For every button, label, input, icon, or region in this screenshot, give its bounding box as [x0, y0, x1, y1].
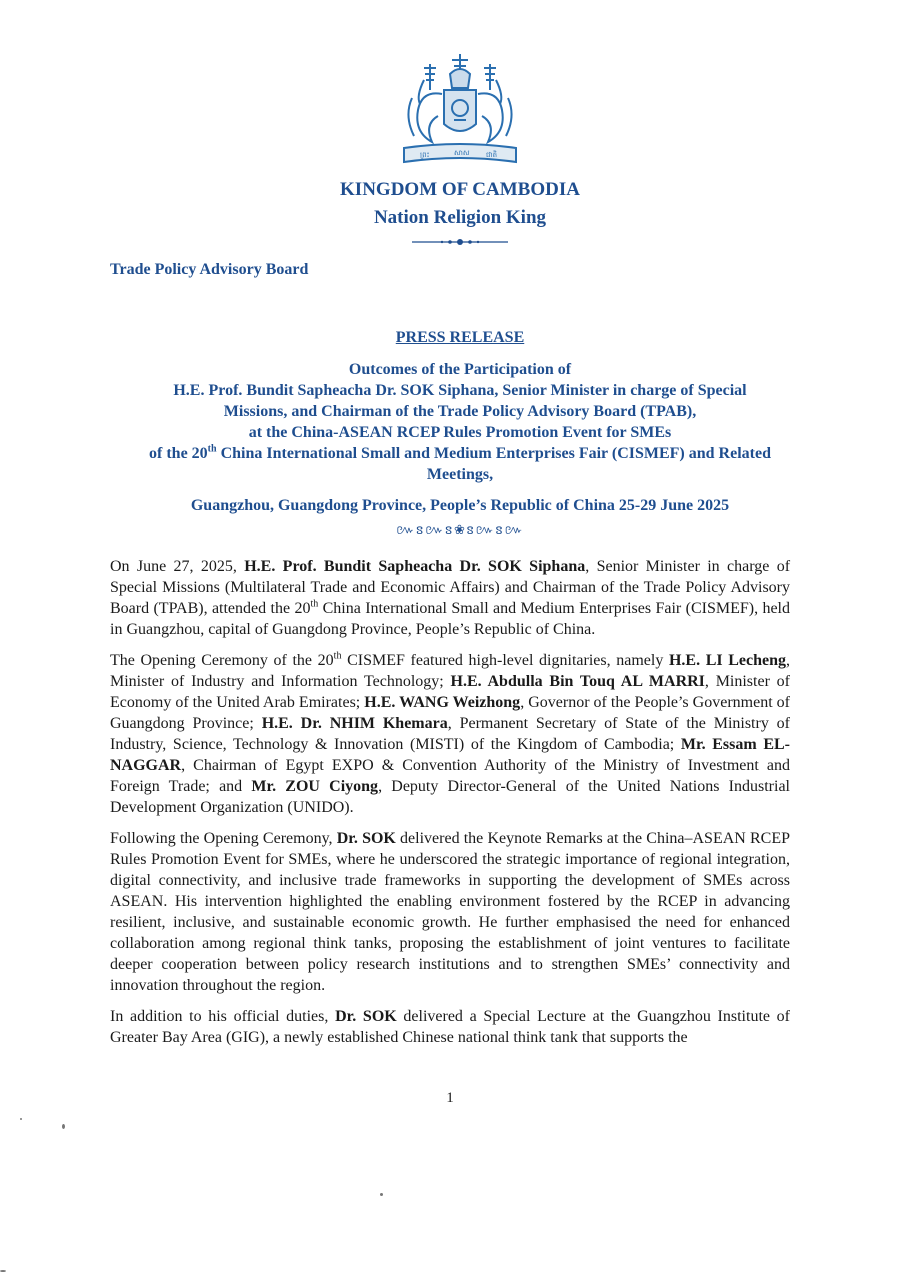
press-release-body — [110, 556, 790, 1058]
page-number: 1 — [446, 1090, 454, 1106]
emblem-label-right: ជាតិ — [486, 151, 498, 159]
subtitle-line: H.E. Prof. Bundit Sapheacha Dr. SOK Siphana, Senior Minister in charge of Special — [173, 382, 747, 399]
subtitle-line: at the China-ASEAN RCEP Rules Promotion Event for SMEs — [248, 424, 672, 441]
body-paragraph: In addition to his official duties, Dr. SOK delivered a Special Lecture at the Guangzhou Institute of Greater Bay Area (GIG), a newly established Chinese national think tank that supports the — [110, 1008, 790, 1046]
event-location-date: Guangzhou, Guangdong Province, People’s Republic of China 25-29 June 2025 — [190, 497, 730, 514]
subtitle-line: Missions, and Chairman of the Trade Policy Advisory Board (TPAB), — [223, 403, 697, 420]
section-ornament: ៚ៜ៚ៜ❀ៜ៚ៜ៚ — [396, 522, 524, 537]
scan-speck — [380, 1193, 383, 1196]
subtitle-line: Outcomes of the Participation of — [348, 361, 572, 378]
subtitle-line: of the 20th China International Small and Medium Enterprises Fair (CISMEF) and Related — [149, 443, 771, 462]
subtitle-line: Meetings, — [426, 466, 494, 483]
royal-emblem-icon — [394, 50, 526, 172]
scan-speck — [20, 1118, 22, 1120]
emblem-label-left: ព្រះ — [420, 151, 430, 159]
body-paragraph: On June 27, 2025, H.E. Prof. Bundit Sapheacha Dr. SOK Siphana, Senior Minister in charge of Special Missions (Multilateral Trade and Economic Affairs) and Chairman of the Trade Policy Advisory Board (TPAB), attended the 20th China International Small and Medium Enterprises Fair (CISMEF), held in Guangzhou, capital of Guangdong Province, People’s Republic of China. — [110, 558, 791, 638]
national-motto: Nation Religion King — [373, 207, 547, 228]
issuing-board: Trade Policy Advisory Board — [110, 261, 309, 278]
document-title: PRESS RELEASE — [395, 329, 525, 346]
body-paragraph: The Opening Ceremony of the 20th CISMEF featured high-level dignitaries, namely H.E. LI Lecheng, Minister of Industry and Information Technology; H.E. Abdulla Bin Touq AL MARRI, Minister of Economy of the United Arab Emirates; H.E. WANG Weizhong, Governor of the People’s Government of Guangdong Province; H.E. Dr. NHIM Khemara, Permanent Secretary of State of the Ministry of Industry, Science, Technology & Innovation (MISTI) of the Kingdom of Cambodia; Mr. Essam EL-NAGGAR, Chairman of Egypt EXPO & Convention Authority of the Ministry of Investment and Foreign Trade; and Mr. ZOU Ciyong, Deputy Director-General of the United Nations Industrial Development Organization (UNIDO). — [110, 650, 791, 816]
country-name: KINGDOM OF CAMBODIA — [340, 179, 580, 200]
divider-ornament-icon — [410, 236, 510, 248]
document-subtitle — [110, 359, 810, 485]
emblem-label-center: សាស — [454, 149, 470, 157]
body-paragraph: Following the Opening Ceremony, Dr. SOK delivered the Keynote Remarks at the China–ASEAN RCEP Rules Promotion Event for SMEs, where he underscored the strategic importance of regional integration, digital connectivity, and inclusive trade frameworks in supporting the development of SMEs across ASEAN. His intervention highlighted the enabling environment fostered by the RCEP in advancing resilient, inclusive, and sustainable economic growth. He further emphasised the need for enhanced collaboration among regional think tanks, proposing the establishment of joint ventures to facilitate deeper cooperation between policy research institutions and to strengthen SMEs’ connectivity and innovation throughout the region. — [110, 830, 791, 994]
scan-speck — [62, 1124, 65, 1129]
scan-speck — [0, 1270, 6, 1272]
